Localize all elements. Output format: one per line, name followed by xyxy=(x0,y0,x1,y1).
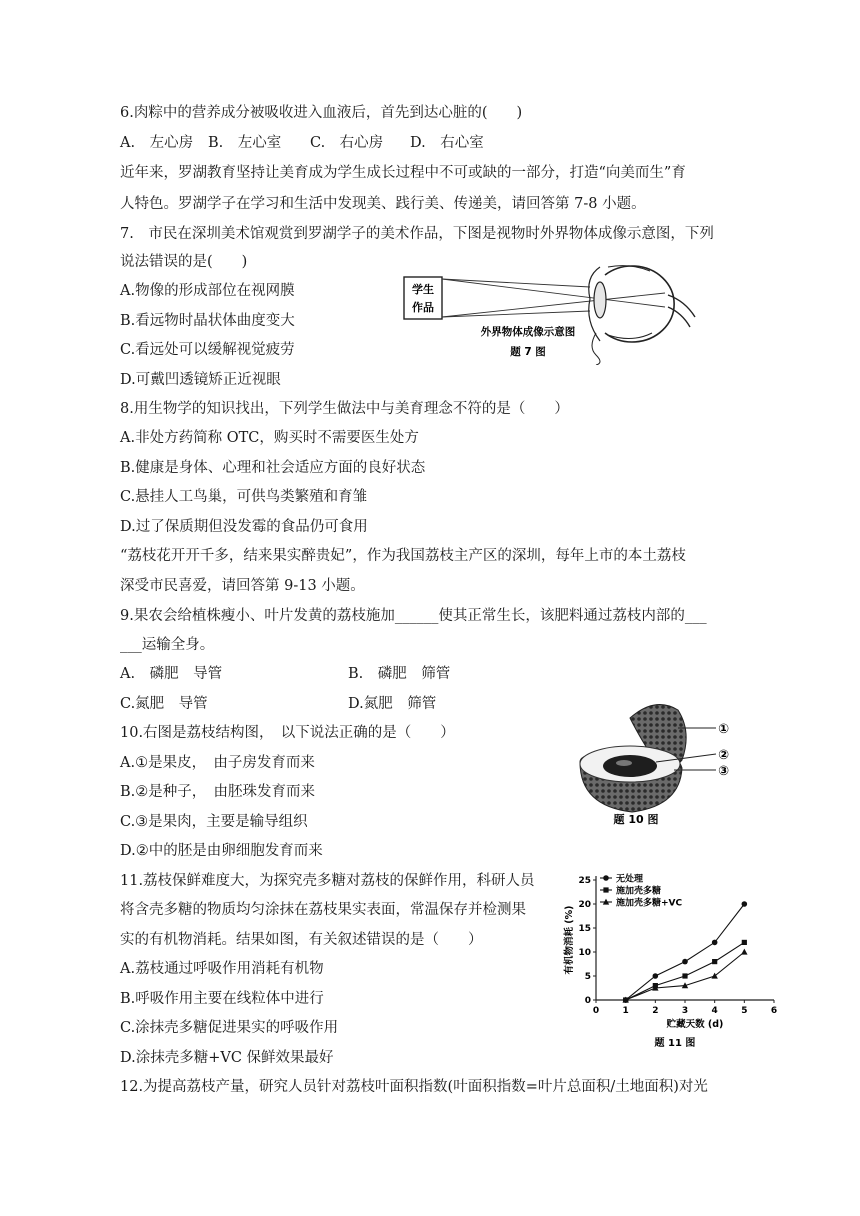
y-tick-label: 25 xyxy=(578,876,591,886)
litchi-diagram-caption: 题 10 图 xyxy=(613,813,659,826)
q8-option-d: D.过了保质期但没发霉的食品仍可食用 xyxy=(120,519,368,535)
q10-option-d: D.②中的胚是由卵细胞发育而来 xyxy=(120,843,323,859)
chart-legend xyxy=(600,873,683,909)
q11-stem-line-1: 11.荔枝保鲜难度大，为探究壳多糖对荔枝的保鲜作用，科研人员 xyxy=(120,873,535,889)
legend-entry-2: 施加壳多糖 xyxy=(616,886,662,897)
q8-stem: 8.用生物学的知识找出，下列学生做法中与美育理念不符的是（ ） xyxy=(120,401,569,417)
x-tick-label: 3 xyxy=(681,1006,689,1016)
eye-diagram xyxy=(400,255,700,365)
light-ray xyxy=(442,279,665,307)
q10-option-a: A.①是果皮， 由子房发育而来 xyxy=(120,755,315,771)
q11-stem-line-2: 将含壳多糖的物质均匀涂抹在荔枝果实表面，常温保存并检测果 xyxy=(120,902,526,918)
storage-chart-svg xyxy=(560,866,790,1056)
q7-option-d: D.可戴凹透镜矫正近视眼 xyxy=(120,372,281,388)
legend-entry-1: 无处理 xyxy=(616,874,644,885)
intro-9-13-line-2: 深受市民喜爱，请回答第 9-13 小题。 xyxy=(120,578,365,594)
eye-muscle xyxy=(608,333,652,339)
seed-highlight xyxy=(616,760,632,766)
x-tick-label: 5 xyxy=(741,1006,748,1016)
q9-option-a: A. 磷肥 导管 xyxy=(120,666,223,682)
q7-option-a: A.物像的形成部位在视网膜 xyxy=(120,283,295,299)
chart-series xyxy=(622,901,747,1003)
q9-option-c: C.氮肥 导管 xyxy=(120,696,208,712)
label-3: ③ xyxy=(718,764,730,779)
storage-chart xyxy=(560,866,790,1056)
q6-option-a: A. 左心房 xyxy=(120,135,194,151)
data-point xyxy=(653,973,659,979)
chart-x-label: 贮藏天数 (d) xyxy=(666,1019,724,1030)
y-tick-label: 10 xyxy=(578,948,591,958)
object-label-2: 作品 xyxy=(412,301,434,314)
q9-stem-line-1: 9.果农会给植株瘦小、叶片发黄的荔枝施加______使其正常生长，该肥料通过荔枝内部的___ xyxy=(120,608,707,624)
x-tick-label: 1 xyxy=(622,1006,629,1016)
q9-option-d: D.氮肥 筛管 xyxy=(348,696,437,712)
series-line-2 xyxy=(626,942,745,1000)
lens xyxy=(594,282,606,318)
q6-stem: 6.肉粽中的营养成分被吸收进入血液后，首先到达心脏的( ) xyxy=(120,105,523,121)
q9-stem-line-2: ___运输全身。 xyxy=(120,637,215,653)
data-point xyxy=(603,887,608,892)
eye-diagram-title: 外界物体成像示意图 xyxy=(480,326,576,338)
y-tick-label: 15 xyxy=(578,924,591,934)
eye-diagram-caption: 题 7 图 xyxy=(510,346,546,358)
q6-option-c: C. 右心房 xyxy=(310,135,384,151)
y-tick-label: 20 xyxy=(578,900,591,910)
legend-entry-3: 施加壳多糖+VC xyxy=(616,898,683,909)
chart-y-label: 有机物消耗 (%) xyxy=(564,905,575,975)
q10-option-b: B.②是种子， 由胚珠发育而来 xyxy=(120,784,316,800)
chart-caption: 题 11 图 xyxy=(654,1038,696,1049)
q10-option-c: C.③是果肉，主要是输导组织 xyxy=(120,814,308,830)
object-label-1: 学生 xyxy=(412,283,434,296)
chart-axes xyxy=(578,876,777,1016)
intro-9-13-line-1: “荔枝花开开千多，结来果实醉贵妃”，作为我国荔枝主产区的深圳，每年上市的本土荔枝 xyxy=(120,548,686,564)
q11-option-d: D.涂抹壳多糖+VC 保鲜效果最好 xyxy=(120,1050,334,1066)
q11-option-a: A.荔枝通过呼吸作用消耗有机物 xyxy=(120,961,324,977)
q9-option-b: B. 磷肥 筛管 xyxy=(348,666,451,682)
y-tick-label: 5 xyxy=(584,972,591,982)
data-point xyxy=(712,959,717,964)
seed xyxy=(603,755,657,777)
intro-7-8-line-1: 近年来，罗湖教育坚持让美育成为学生成长过程中不可或缺的一部分，打造“向美而生”育 xyxy=(120,165,686,181)
q11-option-c: C.涂抹壳多糖促进果实的呼吸作用 xyxy=(120,1020,339,1036)
q11-option-b: B.呼吸作用主要在线粒体中进行 xyxy=(120,991,324,1007)
data-point xyxy=(742,940,747,945)
light-ray xyxy=(442,311,590,317)
y-tick-label: 0 xyxy=(584,996,591,1006)
x-tick-label: 0 xyxy=(592,1006,600,1016)
q8-option-b: B.健康是身体、心理和社会适应方面的良好状态 xyxy=(120,460,426,476)
data-point xyxy=(682,973,687,978)
q6-option-b: B. 左心室 xyxy=(208,135,282,151)
q8-option-c: C.悬挂人工鸟巢，可供鸟类繁殖和育雏 xyxy=(120,489,368,505)
x-tick-label: 6 xyxy=(770,1006,778,1016)
data-point xyxy=(603,875,609,881)
q6-option-d: D. 右心室 xyxy=(410,135,484,151)
q7-option-b: B.看远物时晶状体曲度变大 xyxy=(120,313,295,329)
data-point xyxy=(741,949,747,955)
q8-option-a: A.非处方药简称 OTC，购买时不需要医生处方 xyxy=(120,430,419,446)
data-point xyxy=(712,940,718,946)
q11-stem-line-3: 实的有机物消耗。结果如图，有关叙述错误的是（ ） xyxy=(120,932,483,948)
x-tick-label: 2 xyxy=(652,1006,659,1016)
light-ray xyxy=(442,293,665,317)
intro-7-8-line-2: 人特色。罗湖学子在学习和生活中发现美、践行美、传递美，请回答第 7-8 小题。 xyxy=(120,196,646,212)
q10-stem: 10.右图是荔枝结构图， 以下说法正确的是（ ） xyxy=(120,725,455,741)
data-point xyxy=(742,901,748,907)
label-2: ② xyxy=(718,748,730,763)
litchi-diagram xyxy=(570,698,750,828)
eyelid-line xyxy=(592,333,600,365)
light-ray xyxy=(442,279,590,287)
label-1: ① xyxy=(718,722,730,737)
q7-stem-line-2: 说法错误的是( ) xyxy=(120,254,248,270)
q12-stem: 12.为提高荔枝产量，研究人员针对荔枝叶面积指数(叶面积指数=叶片总面积/土地面积)对光 xyxy=(120,1079,708,1095)
x-tick-label: 4 xyxy=(711,1006,718,1016)
data-point xyxy=(682,959,688,965)
q7-stem-line-1: 7. 市民在深圳美术馆观赏到罗湖学子的美术作品，下图是视物时外界物体成像示意图，下列 xyxy=(120,226,714,242)
q7-option-c: C.看远处可以缓解视觉疲劳 xyxy=(120,342,295,358)
